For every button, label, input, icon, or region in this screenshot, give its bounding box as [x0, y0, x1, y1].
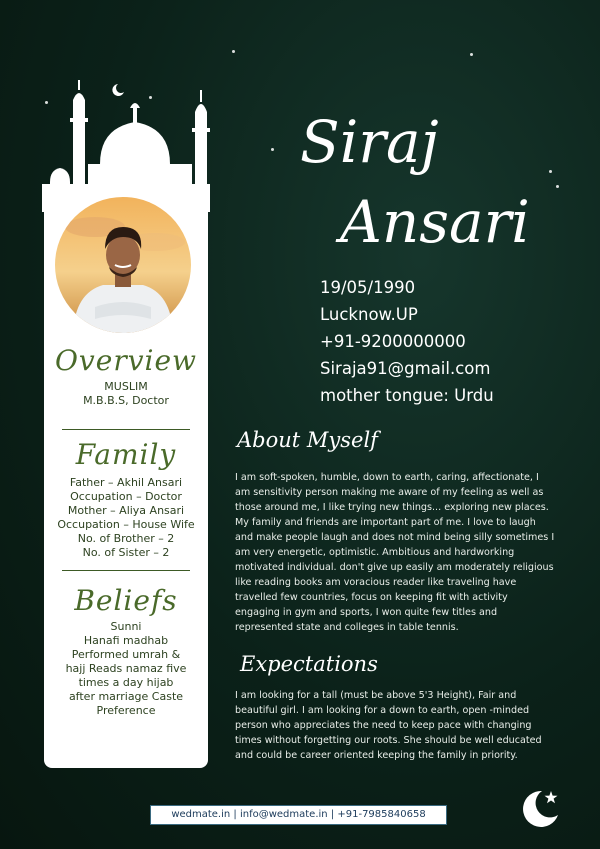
mother-tongue: mother tongue: Urdu — [320, 386, 494, 405]
overview-text — [44, 380, 208, 408]
expectations-text: I am looking for a tall (must be above 5'3 Height), Fair and beautiful girl. I am looking for a down to earth, open -minded person who appreciates the need to keep pace with changing times without forgetting our roots. She should be well educated and could be career oriented keeping the family in priority. — [235, 690, 542, 761]
beliefs-line: times a day hijab — [78, 676, 174, 689]
overview-title: Overview — [54, 344, 198, 377]
crescent-star-icon — [518, 785, 562, 829]
location: Lucknow.UP — [320, 305, 418, 324]
dob: 19/05/1990 — [320, 278, 416, 297]
family-title: Family — [75, 438, 177, 471]
family-line: No. of Sister – 2 — [82, 546, 170, 559]
divider — [62, 429, 190, 430]
family-line: Occupation – Doctor — [70, 490, 182, 503]
email: Siraja91@gmail.com — [320, 359, 491, 378]
family-text — [44, 476, 208, 560]
first-name: Siraj — [300, 108, 439, 176]
profile-photo — [55, 197, 191, 333]
expectations-title: Expectations — [240, 652, 378, 676]
beliefs-line: hajj Reads namaz five — [65, 662, 187, 675]
footer-contact: wedmate.in | info@wedmate.in | +91-7985840658 — [150, 805, 447, 825]
divider — [62, 570, 190, 571]
beliefs-title: Beliefs — [74, 584, 178, 617]
phone: +91-9200000000 — [320, 332, 466, 351]
last-name: Ansari — [340, 188, 530, 256]
beliefs-line: after marriage Caste — [68, 690, 184, 703]
star — [549, 170, 552, 173]
beliefs-line: Preference — [96, 704, 156, 717]
star — [271, 148, 274, 151]
beliefs-line: Sunni — [110, 620, 142, 633]
star — [232, 50, 235, 53]
family-line: Father – Akhil Ansari — [69, 476, 183, 489]
star — [556, 185, 559, 188]
family-line: Occupation – House Wife — [57, 518, 195, 531]
crescent-icon — [112, 84, 124, 96]
profile-info — [320, 274, 494, 409]
beliefs-line: Performed umrah & — [71, 648, 181, 661]
beliefs-text — [44, 620, 208, 718]
beliefs-line: Hanafi madhab — [83, 634, 169, 647]
overview-line: M.B.B.S, Doctor — [83, 394, 169, 407]
family-line: Mother – Aliya Ansari — [67, 504, 185, 517]
about-title: About Myself — [237, 428, 378, 452]
family-line: No. of Brother – 2 — [77, 532, 175, 545]
star — [470, 53, 473, 56]
about-text: I am soft-spoken, humble, down to earth, caring, affectionate, I am sensitivity person making me aware of my feeling as well as those around me, I like trying new things... exploring new places. My family and friends are important part of me. I love to laugh and make people laugh and does not mind being silly sometimes I am very energetic, optimistic. Ambitious and hardworking motivated individual. don't give up easily am moderately religious like reading books am voracious reader like traveling have travelled few countries, focus on keeping fit with activity engaging in gym and sports, I won quite few titles and represented state and colleges in table tennis. — [235, 472, 555, 633]
overview-line: MUSLIM — [104, 380, 148, 393]
